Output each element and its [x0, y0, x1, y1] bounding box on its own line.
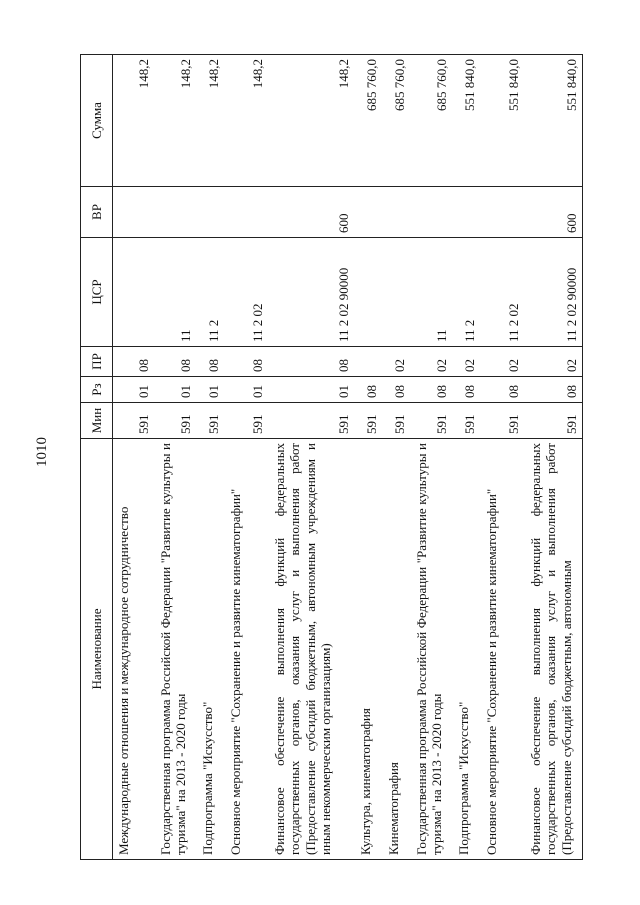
- cell-min: 591: [355, 403, 383, 439]
- cell-rz: 01: [155, 377, 197, 403]
- cell-csr: 11 2: [453, 238, 481, 347]
- cell-sum: 148,2: [197, 55, 225, 187]
- header-csr: ЦСР: [81, 238, 113, 347]
- table-row: [525, 55, 583, 860]
- budget-table: [80, 54, 583, 860]
- cell-name: Подпрограмма "Искусство": [197, 439, 225, 860]
- cell-vr: [481, 187, 525, 238]
- cell-rz: 01: [113, 377, 155, 403]
- cell-name: Культура, кинематография: [355, 439, 383, 860]
- table-row: [355, 55, 383, 860]
- cell-vr: 600: [525, 187, 583, 238]
- cell-sum: 148,2: [269, 55, 355, 187]
- cell-csr: 11 2 02: [225, 238, 269, 347]
- cell-pr: [355, 347, 383, 377]
- cell-csr: 11: [411, 238, 453, 347]
- cell-min: 591: [197, 403, 225, 439]
- cell-csr: [383, 238, 411, 347]
- cell-vr: [155, 187, 197, 238]
- budget-table-sheet: [80, 55, 585, 860]
- cell-rz: 01: [197, 377, 225, 403]
- table-row: [269, 55, 355, 860]
- cell-min: 591: [155, 403, 197, 439]
- cell-csr: 11 2: [197, 238, 225, 347]
- header-rz: Рз: [81, 377, 113, 403]
- cell-rz: 08: [355, 377, 383, 403]
- cell-sum: 148,2: [225, 55, 269, 187]
- cell-sum: 551 840,0: [525, 55, 583, 187]
- cell-vr: 600: [269, 187, 355, 238]
- table-row: [383, 55, 411, 860]
- cell-name: Основное мероприятие "Сохранение и развитие кинематографии": [225, 439, 269, 860]
- cell-name: Подпрограмма "Искусство": [453, 439, 481, 860]
- header-sum: Сумма: [81, 55, 113, 187]
- cell-min: 591: [481, 403, 525, 439]
- cell-rz: 08: [411, 377, 453, 403]
- cell-sum: 685 760,0: [355, 55, 383, 187]
- cell-pr: 02: [411, 347, 453, 377]
- cell-name: Финансовое обеспечение выполнения функций федеральных государственных органов, оказания услуг и выполнения работ (Предоставление субсидий бюджетным, автономным учреждениям и иным некоммерческим организациям): [269, 439, 355, 860]
- table-header-row: [81, 55, 113, 860]
- cell-pr: 02: [525, 347, 583, 377]
- cell-name: Международные отношения и международное сотрудничество: [113, 439, 155, 860]
- table-row: [197, 55, 225, 860]
- cell-csr: 11 2 02 90000: [269, 238, 355, 347]
- cell-name: Государственная программа Российской Федерации "Развитие культуры и туризма" на 2013 - 2020 годы: [411, 439, 453, 860]
- cell-min: 591: [269, 403, 355, 439]
- table-row: [155, 55, 197, 860]
- cell-rz: 08: [525, 377, 583, 403]
- cell-name: Государственная программа Российской Федерации "Развитие культуры и туризма" на 2013 - 2020 годы: [155, 439, 197, 860]
- cell-pr: 08: [197, 347, 225, 377]
- cell-rz: 08: [453, 377, 481, 403]
- cell-min: 591: [225, 403, 269, 439]
- cell-vr: [355, 187, 383, 238]
- cell-min: 591: [113, 403, 155, 439]
- cell-min: 591: [411, 403, 453, 439]
- cell-rz: 01: [225, 377, 269, 403]
- cell-sum: 551 840,0: [453, 55, 481, 187]
- cell-rz: 08: [383, 377, 411, 403]
- cell-min: 591: [525, 403, 583, 439]
- header-vr: ВР: [81, 187, 113, 238]
- cell-vr: [113, 187, 155, 238]
- cell-pr: 08: [225, 347, 269, 377]
- page-number: 1010: [34, 437, 50, 467]
- cell-csr: [113, 238, 155, 347]
- cell-pr: 02: [383, 347, 411, 377]
- cell-csr: 11: [155, 238, 197, 347]
- table-row: [411, 55, 453, 860]
- cell-sum: 685 760,0: [383, 55, 411, 187]
- table-row: [225, 55, 269, 860]
- cell-pr: 08: [113, 347, 155, 377]
- cell-pr: 02: [481, 347, 525, 377]
- cell-sum: 148,2: [113, 55, 155, 187]
- header-min: Мин: [81, 403, 113, 439]
- cell-vr: [383, 187, 411, 238]
- cell-vr: [411, 187, 453, 238]
- table-row: [453, 55, 481, 860]
- cell-min: 591: [383, 403, 411, 439]
- cell-csr: 11 2 02: [481, 238, 525, 347]
- table-row: [481, 55, 525, 860]
- cell-pr: 08: [269, 347, 355, 377]
- cell-sum: 685 760,0: [411, 55, 453, 187]
- cell-name: Финансовое обеспечение выполнения функций федеральных государственных органов, оказания услуг и выполнения работ (Предоставление субсидий бюджетным, автономным: [525, 439, 583, 860]
- header-name: Наименование: [81, 439, 113, 860]
- cell-rz: 01: [269, 377, 355, 403]
- cell-name: Кинематография: [383, 439, 411, 860]
- table-row: [113, 55, 155, 860]
- cell-csr: [355, 238, 383, 347]
- cell-vr: [197, 187, 225, 238]
- cell-pr: 08: [155, 347, 197, 377]
- cell-name: Основное мероприятие "Сохранение и развитие кинематографии": [481, 439, 525, 860]
- cell-vr: [453, 187, 481, 238]
- header-pr: ПР: [81, 347, 113, 377]
- cell-vr: [225, 187, 269, 238]
- cell-sum: 148,2: [155, 55, 197, 187]
- cell-pr: 02: [453, 347, 481, 377]
- cell-csr: 11 2 02 90000: [525, 238, 583, 347]
- cell-rz: 08: [481, 377, 525, 403]
- cell-sum: 551 840,0: [481, 55, 525, 187]
- cell-min: 591: [453, 403, 481, 439]
